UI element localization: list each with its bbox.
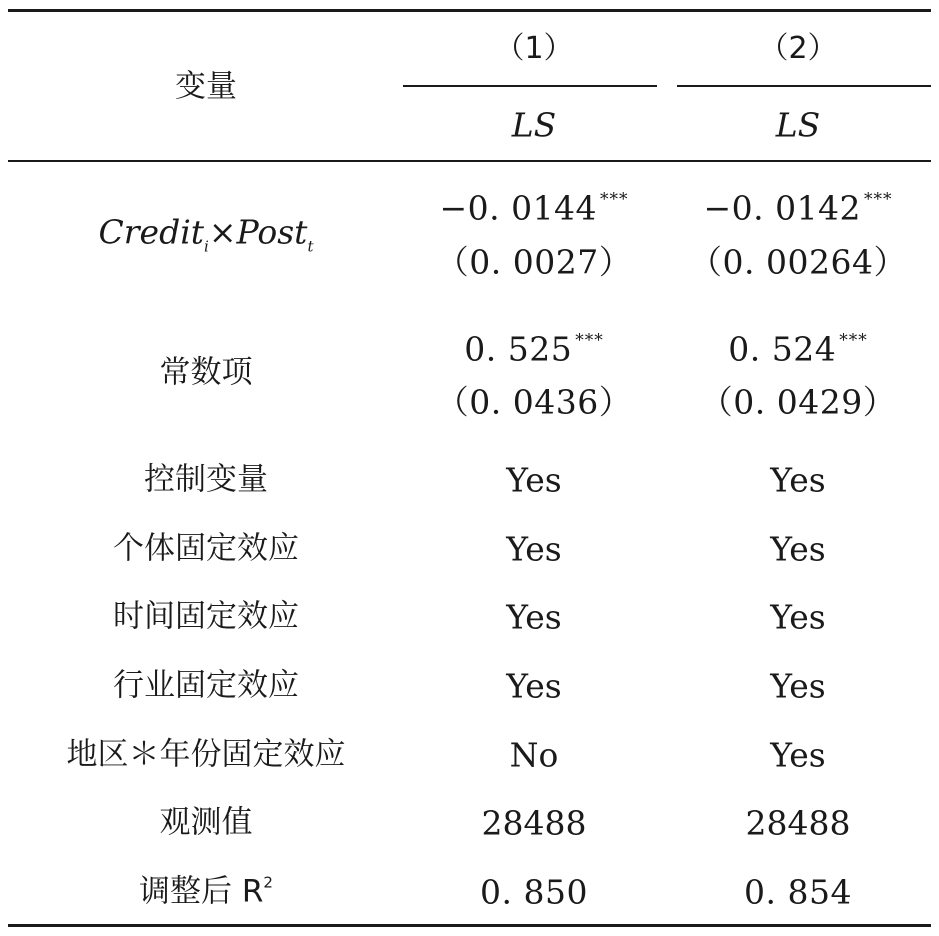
row-label-controls: 控制变量 bbox=[144, 461, 268, 498]
row-label-individual-fe: 个体固定效应 bbox=[113, 530, 299, 567]
table-bottom-rule bbox=[8, 924, 931, 927]
row-individual-fe-col2: Yes bbox=[770, 529, 826, 569]
row-industry-fe-col2: Yes bbox=[770, 666, 826, 706]
row-label-region-year-fe: 地区＊年份固定效应 bbox=[66, 736, 346, 773]
constant-col2-se: （0. 0429） bbox=[699, 382, 897, 422]
table-top-rule bbox=[8, 9, 931, 12]
interaction-col1-coef-value: −0. 0144 bbox=[439, 188, 598, 228]
col1-number-header: （1） bbox=[494, 31, 574, 66]
header-bottom-rule bbox=[8, 160, 931, 162]
constant-col2-coef bbox=[728, 329, 868, 369]
interaction-col2-coef bbox=[703, 188, 893, 228]
row-label-time-fe: 时间固定效应 bbox=[113, 598, 299, 635]
interaction-col2-stars: *** bbox=[864, 189, 893, 210]
row-controls-col1: Yes bbox=[506, 460, 562, 500]
row-region-year-fe-col2: Yes bbox=[770, 735, 826, 775]
interaction-label-sub-t: t bbox=[307, 237, 314, 256]
adj-r2-label-text: 调整后 R bbox=[139, 873, 264, 910]
interaction-col2-coef-value: −0. 0142 bbox=[703, 188, 862, 228]
interaction-col2-se: （0. 00264） bbox=[689, 242, 907, 282]
adj-r2-label-sup: 2 bbox=[263, 873, 273, 892]
row-adj-r2-col1: 0. 850 bbox=[480, 872, 588, 912]
row-observations-col2: 28488 bbox=[745, 803, 851, 843]
col2-depvar-header: LS bbox=[775, 105, 821, 145]
row-adj-r2-col2: 0. 854 bbox=[744, 872, 852, 912]
row-label-industry-fe: 行业固定效应 bbox=[113, 667, 299, 704]
row-region-year-fe-col1: No bbox=[509, 735, 559, 775]
constant-col1-coef-value: 0. 525 bbox=[464, 329, 573, 369]
col1-depvar-header: LS bbox=[511, 105, 557, 145]
constant-col1-coef bbox=[464, 329, 604, 369]
row-industry-fe-col1: Yes bbox=[506, 666, 562, 706]
row-label-adj-r2 bbox=[139, 873, 273, 910]
interaction-term-label bbox=[98, 212, 314, 256]
constant-col2-stars: *** bbox=[839, 330, 868, 351]
interaction-col1-coef bbox=[439, 188, 629, 228]
col2-number-header: （2） bbox=[758, 31, 838, 66]
row-controls-col2: Yes bbox=[770, 460, 826, 500]
interaction-col1-stars: *** bbox=[600, 189, 629, 210]
constant-col2-coef-value: 0. 524 bbox=[728, 329, 837, 369]
constant-col1-stars: *** bbox=[575, 330, 604, 351]
row-time-fe-col1: Yes bbox=[506, 597, 562, 637]
constant-col1-se: （0. 0436） bbox=[435, 382, 633, 422]
interaction-label-sub-i: i bbox=[204, 237, 209, 256]
interaction-label-credit: Credit bbox=[98, 212, 205, 252]
col1-header-rule bbox=[403, 85, 657, 87]
interaction-label-post: Post bbox=[236, 212, 308, 252]
interaction-col1-se: （0. 0027） bbox=[435, 242, 633, 282]
row-observations-col1: 28488 bbox=[481, 803, 587, 843]
row-time-fe-col2: Yes bbox=[770, 597, 826, 637]
row-label-observations: 观测值 bbox=[159, 804, 253, 841]
row-individual-fe-col1: Yes bbox=[506, 529, 562, 569]
interaction-label-times: × bbox=[208, 212, 237, 252]
constant-label: 常数项 bbox=[159, 354, 253, 391]
variable-header: 变量 bbox=[175, 68, 237, 105]
col2-header-rule bbox=[677, 85, 931, 87]
